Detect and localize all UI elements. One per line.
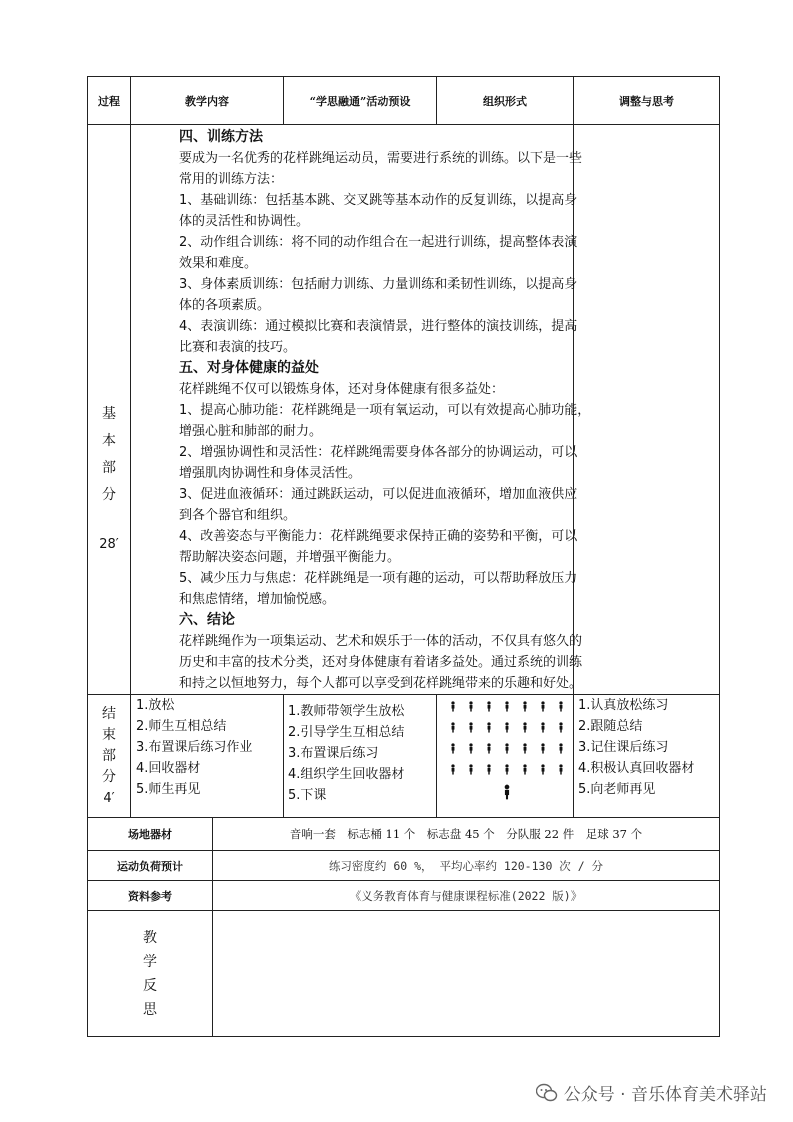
- footer-watermark: [536, 1080, 767, 1105]
- student-figure-icon: [541, 722, 544, 732]
- reflection-label-char: 反: [143, 977, 157, 994]
- content-line: 花样跳绳不仅可以锻炼身体，还对身体健康有很多益处：: [179, 382, 505, 397]
- student-figure-icon: [559, 701, 562, 711]
- content-line: 帮助解决姿态问题，并增强平衡能力。: [179, 550, 401, 565]
- content-line: 增强心脏和肺部的耐力。: [179, 424, 323, 439]
- student-figure-icon: [451, 743, 454, 753]
- reflection-label-char: 思: [143, 1001, 157, 1018]
- student-figure-icon: [487, 764, 490, 774]
- basic-label-char: 本: [102, 433, 116, 449]
- student-figure-icon: [469, 743, 472, 753]
- basic-part-time: 28′: [99, 537, 119, 552]
- content-line: 增强肌肉协调性和身体灵活性。: [179, 466, 362, 481]
- closing-part-time: 4′: [103, 790, 115, 806]
- closing-adjust-item: 4.积极认真回收器材: [578, 761, 695, 776]
- basic-part-label: [88, 125, 131, 695]
- student-figure-icon: [451, 701, 454, 711]
- header-activity: “学思融通”活动预设: [284, 77, 437, 125]
- student-figure-icon: [541, 701, 544, 711]
- header-adjust: 调整与思考: [574, 77, 720, 125]
- student-figure-icon: [469, 722, 472, 732]
- basic-label-char: 基: [102, 406, 116, 422]
- basic-label-char: 分: [102, 487, 116, 503]
- basic-part-adjust: [574, 125, 720, 695]
- reflection-label: [88, 911, 213, 1037]
- basic-label-char: 部: [102, 460, 116, 476]
- closing-content-item: 3.布置课后练习作业: [136, 740, 253, 755]
- content-line: 和焦虑情绪，增加愉悦感。: [179, 592, 336, 607]
- reference-value: 《义务教育体育与健康课程标准(2022 版)》: [213, 881, 720, 911]
- reference-row: [88, 881, 720, 911]
- student-figure-icon: [469, 701, 472, 711]
- student-figure-icon: [505, 743, 508, 753]
- lesson-plan-table: [87, 76, 720, 1037]
- closing-formation: [437, 695, 574, 818]
- student-figure-icon: [451, 764, 454, 774]
- content-line: 常用的训练方法：: [179, 172, 284, 187]
- closing-part-label: [88, 695, 131, 818]
- closing-label-char: 分: [102, 768, 116, 785]
- student-figure-icon: [505, 722, 508, 732]
- student-figure-icon: [505, 764, 508, 774]
- teacher-figure-icon: [505, 785, 510, 800]
- reflection-label-char: 教: [143, 929, 157, 946]
- content-line: 4、表演训练：通过模拟比赛和表演情景，进行整体的演技训练，提高: [179, 319, 578, 334]
- header-content: 教学内容: [131, 77, 284, 125]
- content-line: 3、促进血液循环：通过跳跃运动，可以促进血液循环，增加血液供应: [179, 487, 578, 502]
- closing-part-activity: [284, 695, 437, 818]
- closing-adjust-item: 1.认真放松练习: [578, 698, 669, 713]
- content-line: 1、基础训练：包括基本跳、交叉跳等基本动作的反复训练，以提高身: [179, 193, 578, 208]
- closing-activity-item: 1.教师带领学生放松: [288, 704, 405, 719]
- student-figure-icon: [469, 764, 472, 774]
- closing-activity-item: 3.布置课后练习: [288, 746, 379, 761]
- content-line: 体的灵活性和协调性。: [179, 214, 310, 229]
- closing-label-char: 结: [102, 705, 116, 722]
- content-line: 体的各项素质。: [179, 298, 271, 313]
- load-label: 运动负荷预计: [88, 851, 213, 881]
- content-line: 3、身体素质训练：包括耐力训练、力量训练和柔韧性训练，以提高身: [179, 277, 578, 292]
- header-row: [88, 77, 720, 125]
- header-process: 过程: [88, 77, 131, 125]
- section-heading: 五、对身体健康的益处: [179, 360, 319, 376]
- equipment-label: 场地器材: [88, 818, 213, 851]
- wechat-icon: [536, 1083, 558, 1103]
- formation-diagram: [437, 695, 573, 813]
- equipment-value: 音响一套 标志桶 11 个 标志盘 45 个 分队服 22 件 足球 37 个: [213, 818, 720, 851]
- student-figure-icon: [541, 743, 544, 753]
- student-figure-icon: [541, 764, 544, 774]
- reflection-row: [88, 911, 720, 1037]
- student-figure-icon: [523, 743, 526, 753]
- student-figure-icon: [505, 701, 508, 711]
- basic-content-text: [179, 127, 591, 694]
- closing-activity-item: 4.组织学生回收器材: [288, 767, 405, 782]
- closing-activity-item: 2.引导学生互相总结: [288, 725, 405, 740]
- closing-content-item: 2.师生互相总结: [136, 719, 227, 734]
- reflection-content: [213, 911, 720, 1037]
- student-figure-icon: [523, 764, 526, 774]
- student-figure-icon: [523, 701, 526, 711]
- reference-label: 资料参考: [88, 881, 213, 911]
- equipment-row: [88, 818, 720, 851]
- load-row: [88, 851, 720, 881]
- closing-label-char: 部: [102, 747, 116, 764]
- student-figure-icon: [523, 722, 526, 732]
- basic-part-content: [131, 125, 591, 695]
- reflection-label-char: 学: [143, 953, 157, 970]
- section-heading: 四、训练方法: [179, 129, 263, 145]
- content-line: 比赛和表演的技巧。: [179, 340, 297, 355]
- closing-activity-item: 5.下课: [288, 788, 327, 803]
- student-figure-icon: [487, 722, 490, 732]
- header-organization: 组织形式: [437, 77, 574, 125]
- student-figure-icon: [559, 743, 562, 753]
- student-figure-icon: [559, 764, 562, 774]
- closing-adjust-item: 5.向老师再见: [578, 782, 656, 797]
- closing-content-item: 1.放松: [136, 698, 175, 713]
- closing-adjust-item: 3.记住课后练习: [578, 740, 669, 755]
- section-heading: 六、结论: [179, 612, 235, 628]
- content-line: 4、改善姿态与平衡能力：花样跳绳要求保持正确的姿势和平衡，可以: [179, 529, 578, 544]
- load-value: 练习密度约 60 %， 平均心率约 120-130 次 / 分: [213, 851, 720, 881]
- content-line: 效果和难度。: [179, 256, 258, 271]
- content-line: 1、提高心肺功能：花样跳绳是一项有氧运动，可以有效提高心肺功能，: [179, 403, 591, 418]
- content-line: 历史和丰富的技术分类，还对身体健康有着诸多益处。通过系统的训练: [179, 655, 583, 670]
- closing-adjust-item: 2.跟随总结: [578, 719, 643, 734]
- content-line: 要成为一名优秀的花样跳绳运动员，需要进行系统的训练。以下是一些: [179, 151, 583, 166]
- closing-part-row: [88, 695, 720, 818]
- basic-part-row: [88, 125, 720, 695]
- closing-label-char: 束: [102, 726, 116, 743]
- closing-part-adjust: [574, 695, 720, 818]
- content-line: 2、动作组合训练：将不同的动作组合在一起进行训练，提高整体表演: [179, 235, 578, 250]
- content-line: 到各个器官和组织。: [179, 508, 297, 523]
- closing-content-item: 4.回收器材: [136, 761, 201, 776]
- content-line: 5、减少压力与焦虑：花样跳绳是一项有趣的运动，可以帮助释放压力: [179, 571, 578, 586]
- content-line: 花样跳绳作为一项集运动、艺术和娱乐于一体的活动，不仅具有悠久的: [179, 634, 583, 649]
- closing-part-content: [131, 695, 284, 818]
- content-line: 2、增强协调性和灵活性：花样跳绳需要身体各部分的协调运动，可以: [179, 445, 578, 460]
- closing-content-item: 5.师生再见: [136, 782, 201, 797]
- student-figure-icon: [487, 701, 490, 711]
- student-figure-icon: [559, 722, 562, 732]
- student-figure-icon: [487, 743, 490, 753]
- footer-text: 公众号 · 音乐体育美术驿站: [563, 1085, 767, 1105]
- content-line: 和持之以恒地努力，每个人都可以享受到花样跳绳带来的乐趣和好处。: [179, 676, 583, 691]
- student-figure-icon: [451, 722, 454, 732]
